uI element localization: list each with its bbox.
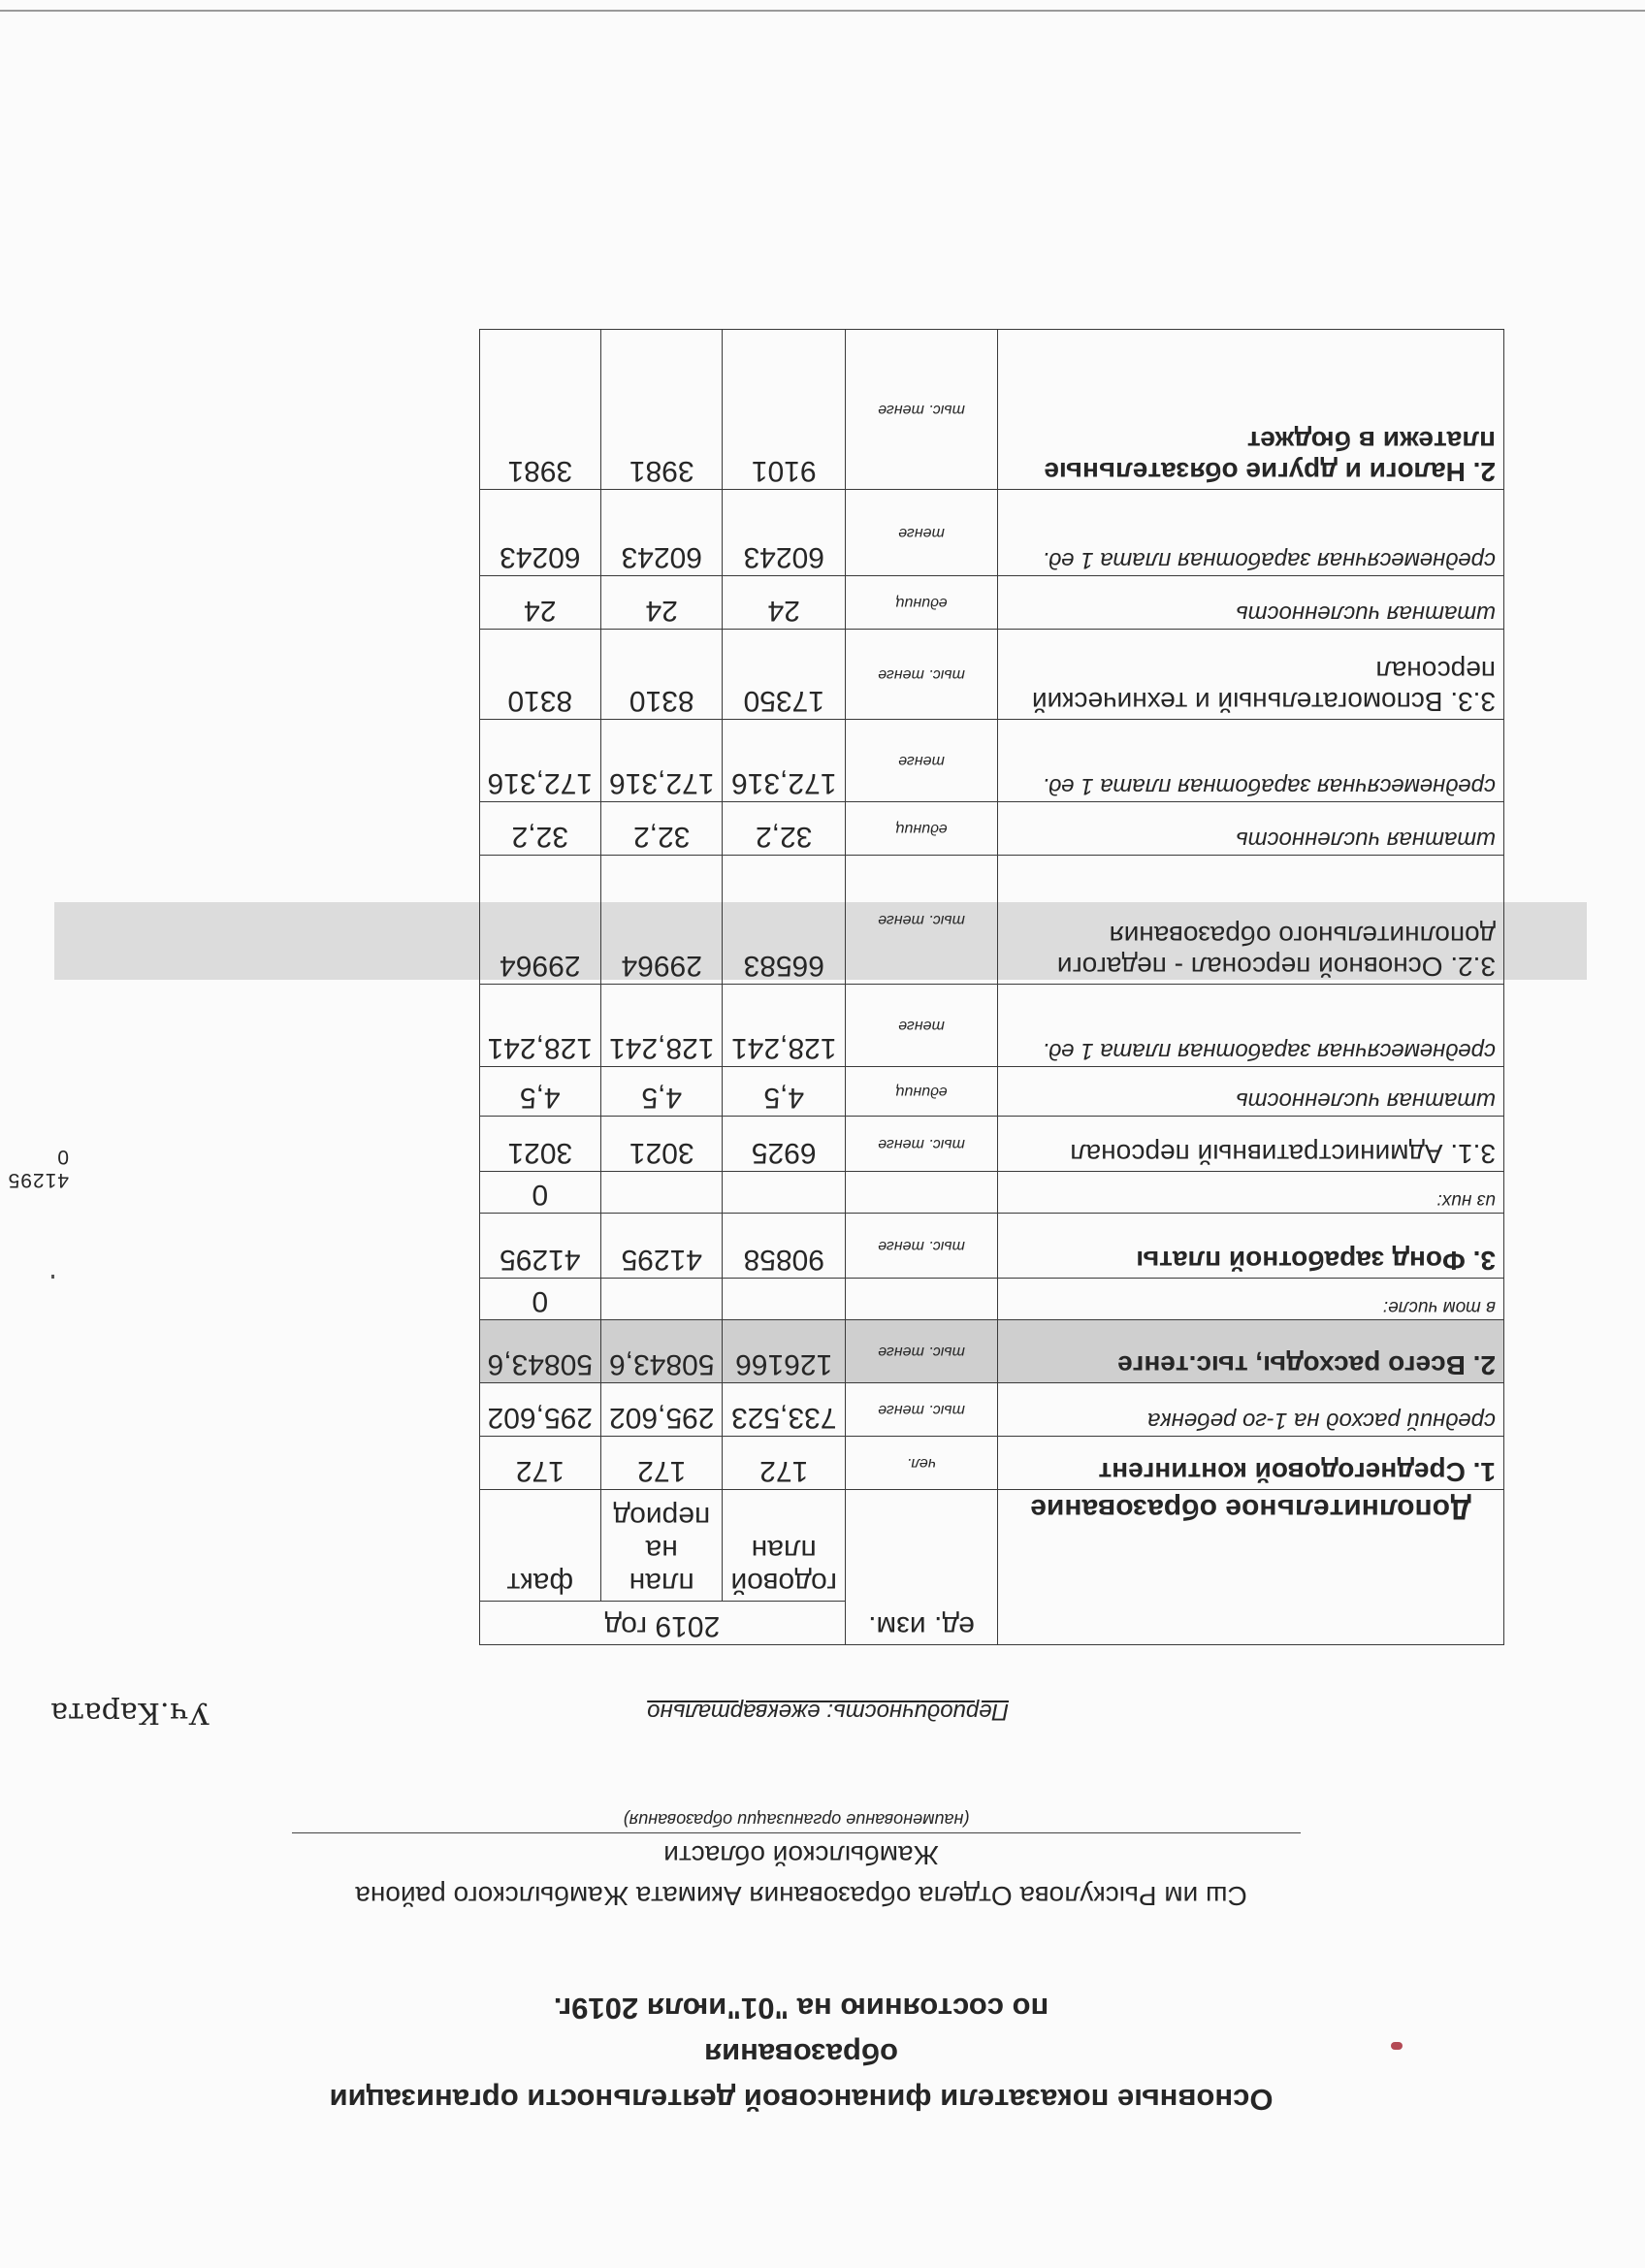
row-unit: тенге [846, 985, 998, 1067]
table-row [479, 630, 1503, 720]
indicators-table-wrapper [479, 329, 1504, 1645]
row-period-plan: 172 [601, 1437, 723, 1490]
row-name: из них: [998, 1172, 1504, 1214]
row-annual-plan: 66583 [723, 856, 846, 985]
table-row [479, 1067, 1503, 1117]
row-name: среднемесячная заработная плата 1 ед. [998, 720, 1504, 802]
row-annual-plan: 6925 [723, 1117, 846, 1172]
row-annual-plan: 60243 [723, 490, 846, 576]
row-name: среднемесячная заработная плата 1 ед. [998, 985, 1504, 1067]
row-fact: 3981 [479, 330, 600, 490]
row-period-plan: 32,2 [601, 802, 723, 856]
organization-underline [292, 1832, 1301, 1833]
row-fact: 29964 [479, 856, 600, 985]
row-unit [846, 1279, 998, 1320]
table-row [479, 1437, 1503, 1490]
row-annual-plan: 4,5 [723, 1067, 846, 1117]
row-period-plan [601, 1279, 723, 1320]
row-unit: тыс. тенге [846, 630, 998, 720]
row-fact: 60243 [479, 490, 600, 576]
row-fact: 295,602 [479, 1383, 600, 1437]
organization-line-2: Жамбылской области [663, 1840, 939, 1870]
periodicity-label: Периодичность: ежеквартально [647, 1699, 1009, 1725]
header-period-plan: план на период [601, 1490, 723, 1602]
row-name: штатная численность [998, 1067, 1504, 1117]
handwritten-note: Уч.Карата [50, 1696, 210, 1730]
row-period-plan: 8310 [601, 630, 723, 720]
row-unit: единиц [846, 576, 998, 630]
row-annual-plan: 733,523 [723, 1383, 846, 1437]
row-unit [846, 1172, 998, 1214]
table-row [479, 985, 1503, 1067]
side-number: 41295 0 [7, 1146, 69, 1191]
table-row [479, 1279, 1503, 1320]
scan-speck [51, 1275, 54, 1279]
row-name: штатная численность [998, 576, 1504, 630]
title-line-3: по состоянию на "01"июля 2019г. [553, 1992, 1049, 2025]
organization-line-1: Сш им Рыскулова Отдела образования Акимата Жамбылского района [355, 1881, 1247, 1911]
row-unit: тенге [846, 490, 998, 576]
row-period-plan: 60243 [601, 490, 723, 576]
row-name: 2. Всего расходы, тыс.тенге [998, 1320, 1504, 1383]
row-name: 3.1. Административный персонал [998, 1117, 1504, 1172]
row-annual-plan: 17350 [723, 630, 846, 720]
row-fact: 4,5 [479, 1067, 600, 1117]
table-row [479, 1383, 1503, 1437]
table-row [479, 1320, 1503, 1383]
row-period-plan: 4,5 [601, 1067, 723, 1117]
row-unit: единиц [846, 802, 998, 856]
row-fact: 172,316 [479, 720, 600, 802]
row-fact: 50843,6 [479, 1320, 600, 1383]
table-row [479, 720, 1503, 802]
row-unit: чел. [846, 1437, 998, 1490]
row-unit: тыс. тенге [846, 856, 998, 985]
row-period-plan: 41295 [601, 1214, 723, 1279]
row-fact: 172 [479, 1437, 600, 1490]
organization-name [287, 1834, 1315, 1916]
header-fact: факт [479, 1490, 600, 1602]
row-name: 3. Фонд заработной платы [998, 1214, 1504, 1279]
table-row [479, 1214, 1503, 1279]
organization-caption: (наименование организации образования) [623, 1810, 970, 1830]
header-year: 2019 год [479, 1602, 845, 1645]
row-period-plan: 50843,6 [601, 1320, 723, 1383]
row-annual-plan: 90858 [723, 1214, 846, 1279]
row-period-plan: 29964 [601, 856, 723, 985]
row-period-plan: 172,316 [601, 720, 723, 802]
row-fact: 8310 [479, 630, 600, 720]
row-annual-plan: 172,316 [723, 720, 846, 802]
row-unit: тыс. тенге [846, 1383, 998, 1437]
document-title [287, 1986, 1315, 2122]
table-row [479, 576, 1503, 630]
row-unit: тыс. тенге [846, 1117, 998, 1172]
row-fact: 24 [479, 576, 600, 630]
header-name: Дополнительное образование [998, 1490, 1504, 1645]
row-fact: 128,241 [479, 985, 600, 1067]
row-name: 3.2. Основной персонал - педагоги дополнительного образования [998, 856, 1504, 985]
row-name: средний расход на 1-го ребенка [998, 1383, 1504, 1437]
table-row [479, 1172, 1503, 1214]
table-row [479, 330, 1503, 490]
table-header-row [479, 1602, 1503, 1645]
row-annual-plan [723, 1172, 846, 1214]
row-name: среднемесячная заработная плата 1 ед. [998, 490, 1504, 576]
header-annual-plan: годовой план [723, 1490, 846, 1602]
row-unit: единиц [846, 1067, 998, 1117]
row-unit: тыс. тенге [846, 1214, 998, 1279]
row-annual-plan: 24 [723, 576, 846, 630]
row-unit: тенге [846, 720, 998, 802]
row-period-plan: 128,241 [601, 985, 723, 1067]
row-period-plan: 3981 [601, 330, 723, 490]
table-row [479, 490, 1503, 576]
header-unit: ед. изм. [846, 1490, 998, 1645]
table-body [479, 330, 1503, 1490]
row-name: 2. Налоги и другие обязательные платежи в бюджет [998, 330, 1504, 490]
row-period-plan: 24 [601, 576, 723, 630]
row-name: 3.3. Вспомогательный и технический персонал [998, 630, 1504, 720]
row-fact: 0 [479, 1172, 600, 1214]
row-period-plan: 3021 [601, 1117, 723, 1172]
row-name: в том числе: [998, 1279, 1504, 1320]
table-row [479, 802, 1503, 856]
title-line-1: Основные показатели финансовой деятельности организации [329, 2083, 1274, 2117]
row-period-plan: 295,602 [601, 1383, 723, 1437]
row-fact: 0 [479, 1279, 600, 1320]
row-fact: 3021 [479, 1117, 600, 1172]
row-annual-plan: 172 [723, 1437, 846, 1490]
row-annual-plan: 126166 [723, 1320, 846, 1383]
table-row [479, 856, 1503, 985]
row-name: штатная численность [998, 802, 1504, 856]
red-ink-mark [1391, 2042, 1403, 2050]
row-unit: тыс. тенге [846, 1320, 998, 1383]
title-line-2: образования [704, 2037, 898, 2071]
row-period-plan [601, 1172, 723, 1214]
row-annual-plan: 9101 [723, 330, 846, 490]
indicators-table [479, 329, 1504, 1645]
row-name: 1. Среднегодовой контингент [998, 1437, 1504, 1490]
row-annual-plan: 32,2 [723, 802, 846, 856]
row-annual-plan: 128,241 [723, 985, 846, 1067]
table-row [479, 1117, 1503, 1172]
row-fact: 32,2 [479, 802, 600, 856]
row-unit: тыс. тенге [846, 330, 998, 490]
row-fact: 41295 [479, 1214, 600, 1279]
scan-edge-line [0, 10, 1645, 12]
row-annual-plan [723, 1279, 846, 1320]
